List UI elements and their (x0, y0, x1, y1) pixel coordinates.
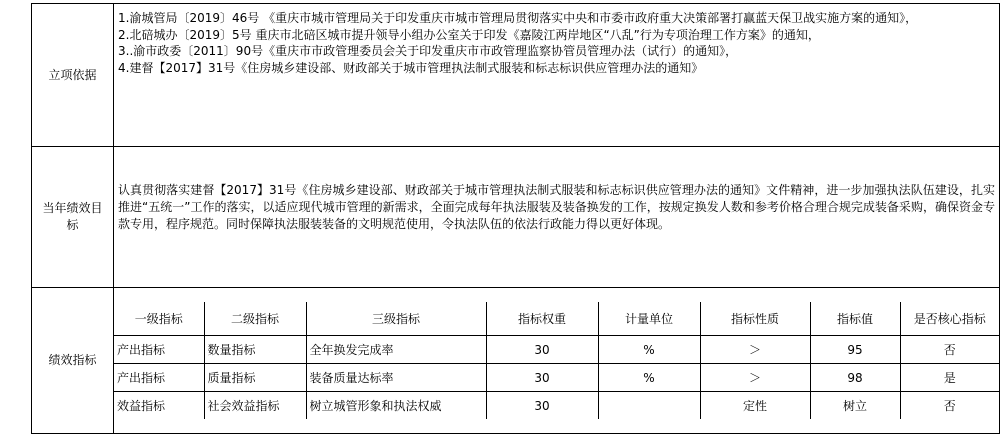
basis-label-cell (32, 4, 114, 147)
header-cell: 指标性质 (700, 302, 810, 336)
project-performance-table (31, 3, 1000, 434)
level2-cell: 社会效益指标 (204, 392, 306, 420)
nature-cell: ＞ (700, 336, 810, 364)
header-cell: 是否核心指标 (900, 302, 999, 336)
level3-cell: 全年换发完成率 (306, 336, 486, 364)
indicators-row (32, 288, 1000, 434)
goal-row (32, 147, 1000, 288)
level1-cell: 效益指标 (114, 392, 204, 420)
unit-cell: % (598, 336, 700, 364)
level3-cell: 装备质量达标率 (306, 364, 486, 392)
nature-cell: ＞ (700, 364, 810, 392)
weight-cell: 30 (486, 364, 598, 392)
value-cell: 98 (810, 364, 900, 392)
goal-content-cell (114, 147, 1000, 288)
basis-content-cell (114, 4, 1000, 147)
basis-label: 立项依据 (48, 67, 97, 82)
table-row (114, 364, 999, 392)
core-cell: 否 (900, 392, 999, 420)
level3-cell: 树立城管形象和执法权威 (306, 392, 486, 420)
value-cell: 95 (810, 336, 900, 364)
header-cell: 一级指标 (114, 302, 204, 336)
goal-text: 认真贯彻落实建督【2017】31号《住房城乡建设部、财政部关于城市管理执法制式服装和标志标识供应管理办法的通知》文件精神，进一步加强执法队伍建设，扎实推进“五统一”工作的落实，以适应现代城市管理的新需求，全面完成每年执法服装及装备换发的工作，按规定换发人数和参考价格合理合规完成装备采购，确保资金专款专用，程序规范。同时保障执法服装装备的文明规范使用，令执法队伍的依法行政能力得以更好体现。 (118, 182, 995, 231)
header-cell: 计量单位 (598, 302, 700, 336)
basis-line: 3..渝市政委〔2011〕90号《重庆市市政管理委员会关于印发重庆市市政管理监察协管员管理办法（试行）的通知》， (118, 44, 738, 58)
indicators-table (114, 302, 999, 419)
unit-cell: % (598, 364, 700, 392)
header-cell: 二级指标 (204, 302, 306, 336)
goal-label-cell (32, 147, 114, 288)
indicators-header-row (114, 302, 999, 336)
nature-cell: 定性 (700, 392, 810, 420)
level2-cell: 质量指标 (204, 364, 306, 392)
table-row (114, 392, 999, 420)
basis-line: 4.建督【2017】31号《住房城乡建设部、财政部关于城市管理执法制式服装和标志标识供应管理办法的通知》 (118, 60, 704, 75)
value-cell: 树立 (810, 392, 900, 420)
level2-cell: 数量指标 (204, 336, 306, 364)
indicators-label-cell (32, 288, 114, 434)
core-cell: 是 (900, 364, 999, 392)
goal-label: 当年绩效目标 (42, 201, 103, 232)
indicators-content-cell (114, 288, 1000, 434)
level1-cell: 产出指标 (114, 336, 204, 364)
level1-cell: 产出指标 (114, 364, 204, 392)
basis-row (32, 4, 1000, 147)
header-cell: 指标权重 (486, 302, 598, 336)
header-cell: 三级指标 (306, 302, 486, 336)
basis-line: 2.北碚城办〔2019〕5号 重庆市北碚区城市提升领导小组办公室关于印发《嘉陵江两岸地区“八乱”行为专项治理工作方案》的通知， (118, 27, 820, 42)
weight-cell: 30 (486, 336, 598, 364)
unit-cell (598, 392, 700, 420)
core-cell: 否 (900, 336, 999, 364)
table-row (114, 336, 999, 364)
weight-cell: 30 (486, 392, 598, 420)
basis-line: 1.渝城管局〔2019〕46号 《重庆市城市管理局关于印发重庆市城市管理局贯彻落实中央和市委市政府重大决策部署打赢蓝天保卫战实施方案的通知》， (118, 11, 918, 25)
indicators-label: 绩效指标 (48, 353, 97, 367)
header-cell: 指标值 (810, 302, 900, 336)
